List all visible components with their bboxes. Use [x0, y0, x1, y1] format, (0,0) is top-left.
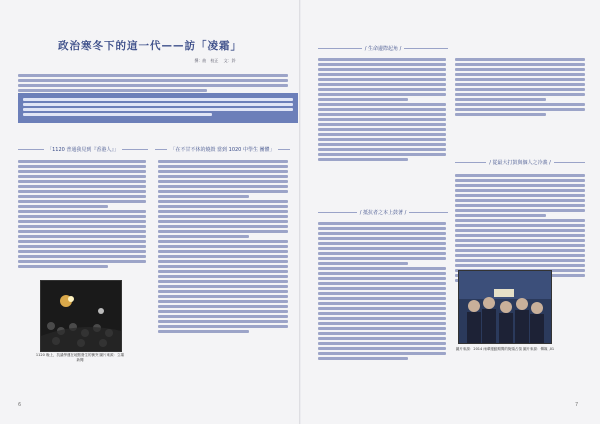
right-column-1-text-bottom — [318, 220, 446, 362]
right-column-1-text-top — [318, 56, 446, 163]
page-gutter — [299, 0, 301, 424]
article-title: 政治寒冬下的這一代——訪「凌霜」 — [58, 40, 242, 52]
street-occupation-photo — [458, 270, 552, 344]
section-heading-left-2: 「在不甘不休的燒毀 當到 1020 中學生 團體」 — [155, 146, 290, 153]
article-byline: 撰：曲 校正 文：鈴 — [194, 58, 236, 63]
right-photo-caption: 圖片來源：2014 雨傘運動期間的街頭占領 圖片來源：傳媒 ,01 — [455, 347, 555, 351]
protest-crowd-photo — [40, 280, 122, 352]
right-column-2-text-top — [455, 56, 585, 118]
section-heading-right-2: / 抵抗者之本上鼓著 / — [318, 209, 448, 216]
intro-paragraph — [18, 72, 288, 94]
section-heading-right-3: / 從最大打鼓與個人之冷義 / — [455, 159, 585, 166]
section-heading-right-1: / 生命邊際起角 / — [318, 45, 448, 52]
left-photo-caption: 1120 晚上，抗議學運在地點發生的衝突 圖片來源：立場新聞 — [35, 353, 125, 362]
right-column-2-text-bottom — [455, 172, 585, 284]
section-heading-left-1: 「1120 普通我見到『香港人』」 — [18, 146, 148, 153]
highlight-band — [18, 93, 298, 123]
page-number-left: 6 — [18, 402, 22, 408]
page-number-right: 7 — [575, 402, 579, 408]
left-column-2-text — [158, 158, 288, 335]
left-column-1-text — [18, 158, 146, 270]
